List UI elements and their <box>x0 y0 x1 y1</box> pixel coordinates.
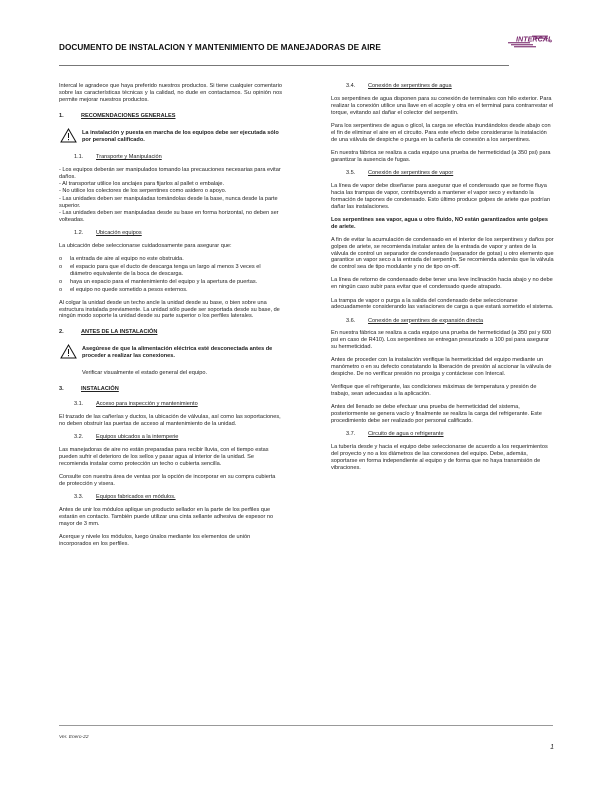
subsection-3-5-heading <box>346 170 554 177</box>
paragraph: Verificar visualmente el estado general del equipo. <box>82 370 208 377</box>
logo-text: INTERCAL <box>516 34 553 44</box>
footer-version: Ver. Enero-22 <box>59 735 89 740</box>
warning-text: Asegúrese de que la alimentación eléctrica esté desconectada antes de proceder a realizar las conexiones. <box>82 346 273 360</box>
section-3-heading <box>59 386 282 393</box>
subsection-title: Conexión de serpentines de vapor <box>368 169 454 176</box>
list-item: o el espacio para que el ducto de descarga tenga un largo al menos 3 veces el diámetro equivalente de la boca de descarga. <box>59 263 261 277</box>
subsection-number: 3.5. <box>346 169 356 176</box>
section-1-heading <box>59 113 282 120</box>
paragraph: Acerque y nivele los módulos, luego únalos mediante los elementos de unión incorporados en los perfiles. <box>59 533 251 547</box>
handling-list <box>59 167 282 224</box>
paragraph: La tubería desde y hacia el equipo debe seleccionarse de acuerdo a los requerimientos del proyecto y no a los diámetros de las conexiones del equipo. Debe, además, soportarse en forma independiente al equipo y de forma que no haya transmisión de vibraciones. <box>331 444 548 472</box>
subsection-number: 3.2. <box>74 434 84 441</box>
subsection-3-7-heading <box>346 431 554 438</box>
subsection-number: 1.2. <box>74 229 84 236</box>
paragraph: Las manejadoras de aire no están preparadas para recibir lluvia, con el tiempo estas pueden sufrir el deterioro de los sellos y pasar agua al interior de la unidad. Se recomienda instalar como protección un techo o cubierta sencilla. <box>59 447 269 467</box>
subsection-3-4-heading <box>346 83 554 90</box>
list-item: - Al transportar utilice los anclajes para fijarlos al pallet o embalaje. <box>59 180 225 187</box>
subsection-3-2-heading <box>74 434 282 441</box>
page-number: 1 <box>550 744 554 751</box>
bullet-marker: o <box>59 256 63 263</box>
subsection-number: 3.3. <box>74 494 84 501</box>
section-title: RECOMENDACIONES GENERALES <box>81 112 176 119</box>
subsection-3-6-heading <box>346 318 554 325</box>
subsection-number: 1.1. <box>74 153 84 160</box>
section-2-heading <box>59 329 282 336</box>
paragraph: Al colgar la unidad desde un techo ancle la unidad desde su base, o bien sobre una estructura instalada previamente. La unidad sólo puede ser soportada desde su base, de ningún modo soporte la unidad desde su parte superior o los perfiles laterales. <box>59 299 280 320</box>
paragraph: Antes del llenado se debe efectuar una prueba de hermeticidad del sistema, posteriormente se genera vacío y finalmente se realiza la carga del refrigerante. Este procedimiento debe ser realizado por personal calificado. <box>331 404 542 425</box>
section-title: ANTES DE LA INSTALACIÓN <box>81 329 158 336</box>
subsection-title: Equipos fabricados en módulos. <box>96 494 176 501</box>
subsection-number: 3.1. <box>74 401 84 408</box>
warning-icon <box>60 344 77 359</box>
warning-icon <box>60 128 77 143</box>
paragraph: Consulte con nuestra área de ventas por la opción de incorporar en su compra cubierta de protección y visera. <box>59 473 276 487</box>
subsection-number: 3.4. <box>346 83 356 89</box>
warning-note <box>59 128 282 146</box>
paragraph: En nuestra fábrica se realiza a cada equipo una prueba de hermeticidad (a 350 psi) para garantizar la ausencia de fugas. <box>331 149 551 163</box>
list-item: - Los equipos deberán ser manipulados tomando las precauciones necesarias para evitar daños. <box>59 166 281 180</box>
subsection-3-3-heading <box>74 494 282 501</box>
intro-paragraph: Intercal le agradece que haya preferido nuestros productos. Si tiene cualquier comentario sobre las características técnicas y la calidad, no dude en contactarnos. Su opinión nos permite mejorar nuestros productos. <box>59 83 282 103</box>
subsection-1-1-heading <box>74 154 282 161</box>
section-title: INSTALACIÓN <box>81 386 119 393</box>
paragraph: Para los serpentines de agua o glicol, la carga se efectúa inundándolos desde abajo con el fin de eliminar el aire en el circuito. Para este efecto debe considerarse la instalación de una válvula de despiche o purga en la cañería de conexión a los serpentines. <box>331 122 551 143</box>
subsection-title: Ubicación equipos <box>96 229 142 236</box>
paragraph: La ubicación debe seleccionarse cuidadosamente para asegurar que: <box>59 242 232 249</box>
subsection-1-2-heading <box>74 230 282 237</box>
paragraph: La trampa de vapor o purga a la salida del condensado debe seleccionarse adecuadamente considerando las variaciones de carga a que estará sometido el sistema. <box>331 297 554 311</box>
paragraph: A fin de evitar la acumulación de condensado en el interior de los serpentines y daños por golpes de ariete, se recomienda instalar antes de la entrada de vapor y antes de la válvula de control un separador de condensado (separador de gotas) u otro elemento que garantice un vapor seco a la entrada del serpentín. Se recomienda además que la válvula de control sea de tipo modulante y no de tipo on-off. <box>331 236 554 271</box>
location-bullets <box>59 256 282 294</box>
subsection-3-1-heading <box>74 401 282 408</box>
intercal-logo <box>505 33 553 51</box>
paragraph: En nuestra fábrica se realiza a cada equipo una prueba de hermeticidad (a 350 psi y 600 psi en caso de R410). Los serpentines se entregan presurizado a 100 psi para asegurar su hermeticidad. <box>331 330 552 351</box>
subsection-number: 3.6. <box>346 317 356 324</box>
section-number: 3. <box>59 386 64 393</box>
list-item: - Las unidades deben ser manipuladas desde su base en forma horizontal, no deben ser volteadas. <box>59 210 279 224</box>
footer-rule <box>59 725 553 726</box>
paragraph: Antes de unir los módulos aplique un producto sellador en la parte de los perfiles que estarán en contacto. También puede utilizar una cinta sellante adhesiva de espesor no mayor de 3 mm. <box>59 506 274 527</box>
header-rule <box>59 65 509 66</box>
paragraph: La línea de vapor debe diseñarse para asegurar que el condensado que se forme fluya hacia las trampas de vapor, contribuyendo a mantener el vapor seco y evitando la formación de tapones de condensado. Esto último produce golpes de ariete que podrían dañar las instalaciones. <box>331 182 550 210</box>
bullet-marker: o <box>59 278 63 285</box>
section-number: 1. <box>59 112 64 119</box>
list-item: o la entrada de aire al equipo no este obstruida. <box>59 256 184 263</box>
section-number: 2. <box>59 329 64 336</box>
document-title: DOCUMENTO DE INSTALACION Y MANTENIMIENTO DE MANEJADORAS DE AIRE <box>59 43 381 52</box>
paragraph: Los serpentines de agua disponen para su conexión de terminales con hilo exterior. Para realizar la conexión utilice una llave en el acople y otra en el terminal para contrarrestar el torque, evitando así dañar el colector del serpentín. <box>331 95 554 116</box>
subsection-number: 3.7. <box>346 431 356 438</box>
left-column <box>59 83 282 554</box>
subsection-title: Equipos ubicados a la intemperie <box>96 434 179 441</box>
bullet-marker: o <box>59 286 63 293</box>
list-item: - No utilice los colectores de los serpentines como asidero o apoyo. <box>59 188 227 195</box>
paragraph: Antes de proceder con la instalación verifique la hermeticidad del equipo mediante un manómetro o en su defecto constatando la liberación de presión al accionar la válvula de despiche. De no verificar presión no prosiga y contáctese con Intercal. <box>331 357 552 378</box>
bullet-marker: o <box>59 263 63 270</box>
warning-text: La instalación y puesta en marcha de los equipos debe ser ejecutada sólo por personal calificado. <box>82 129 279 143</box>
list-item: o el equipo no quede sometido a pesos externos. <box>59 286 188 293</box>
subsection-title: Circuito de agua o refrigerante <box>368 431 444 438</box>
subsection-title: Conexión de serpentines de expansión directa <box>368 317 484 324</box>
subsection-title: Transporte y Manipulación <box>96 153 162 160</box>
paragraph: Verifique que el refrigerante, las condiciones máximas de temperatura y presión de trabajo, sean adecuadas a la aplicación. <box>331 384 537 398</box>
paragraph: La línea de retorno de condensado debe tener una leve inclinación hacia abajo y no debe en ningún caso subir para evitar que el condensado quede atrapado. <box>331 277 553 291</box>
right-column <box>331 83 554 478</box>
warning-note <box>59 344 282 362</box>
list-item: - Las unidades deben ser manipuladas tomándolas desde la base, nunca desde la parte superior. <box>59 195 278 209</box>
paragraph: El trazado de las cañerías y ductos, la ubicación de válvulas, así como las soportaciones, no deben obstruir las puertas de acceso al mantenimiento de la unidad. <box>59 414 281 427</box>
emphasis-paragraph: Los serpentines sea vapor, agua u otro fluido, NO están garantizados ante golpes de ariete. <box>331 216 548 230</box>
list-item: o haya un espacio para el mantenimiento del equipo y la apertura de puertas. <box>59 278 258 285</box>
page-header <box>59 33 553 65</box>
subsection-title: Conexión de serpentines de agua <box>368 83 452 89</box>
subsection-title: Acceso para inspección y mantenimiento <box>96 401 198 408</box>
